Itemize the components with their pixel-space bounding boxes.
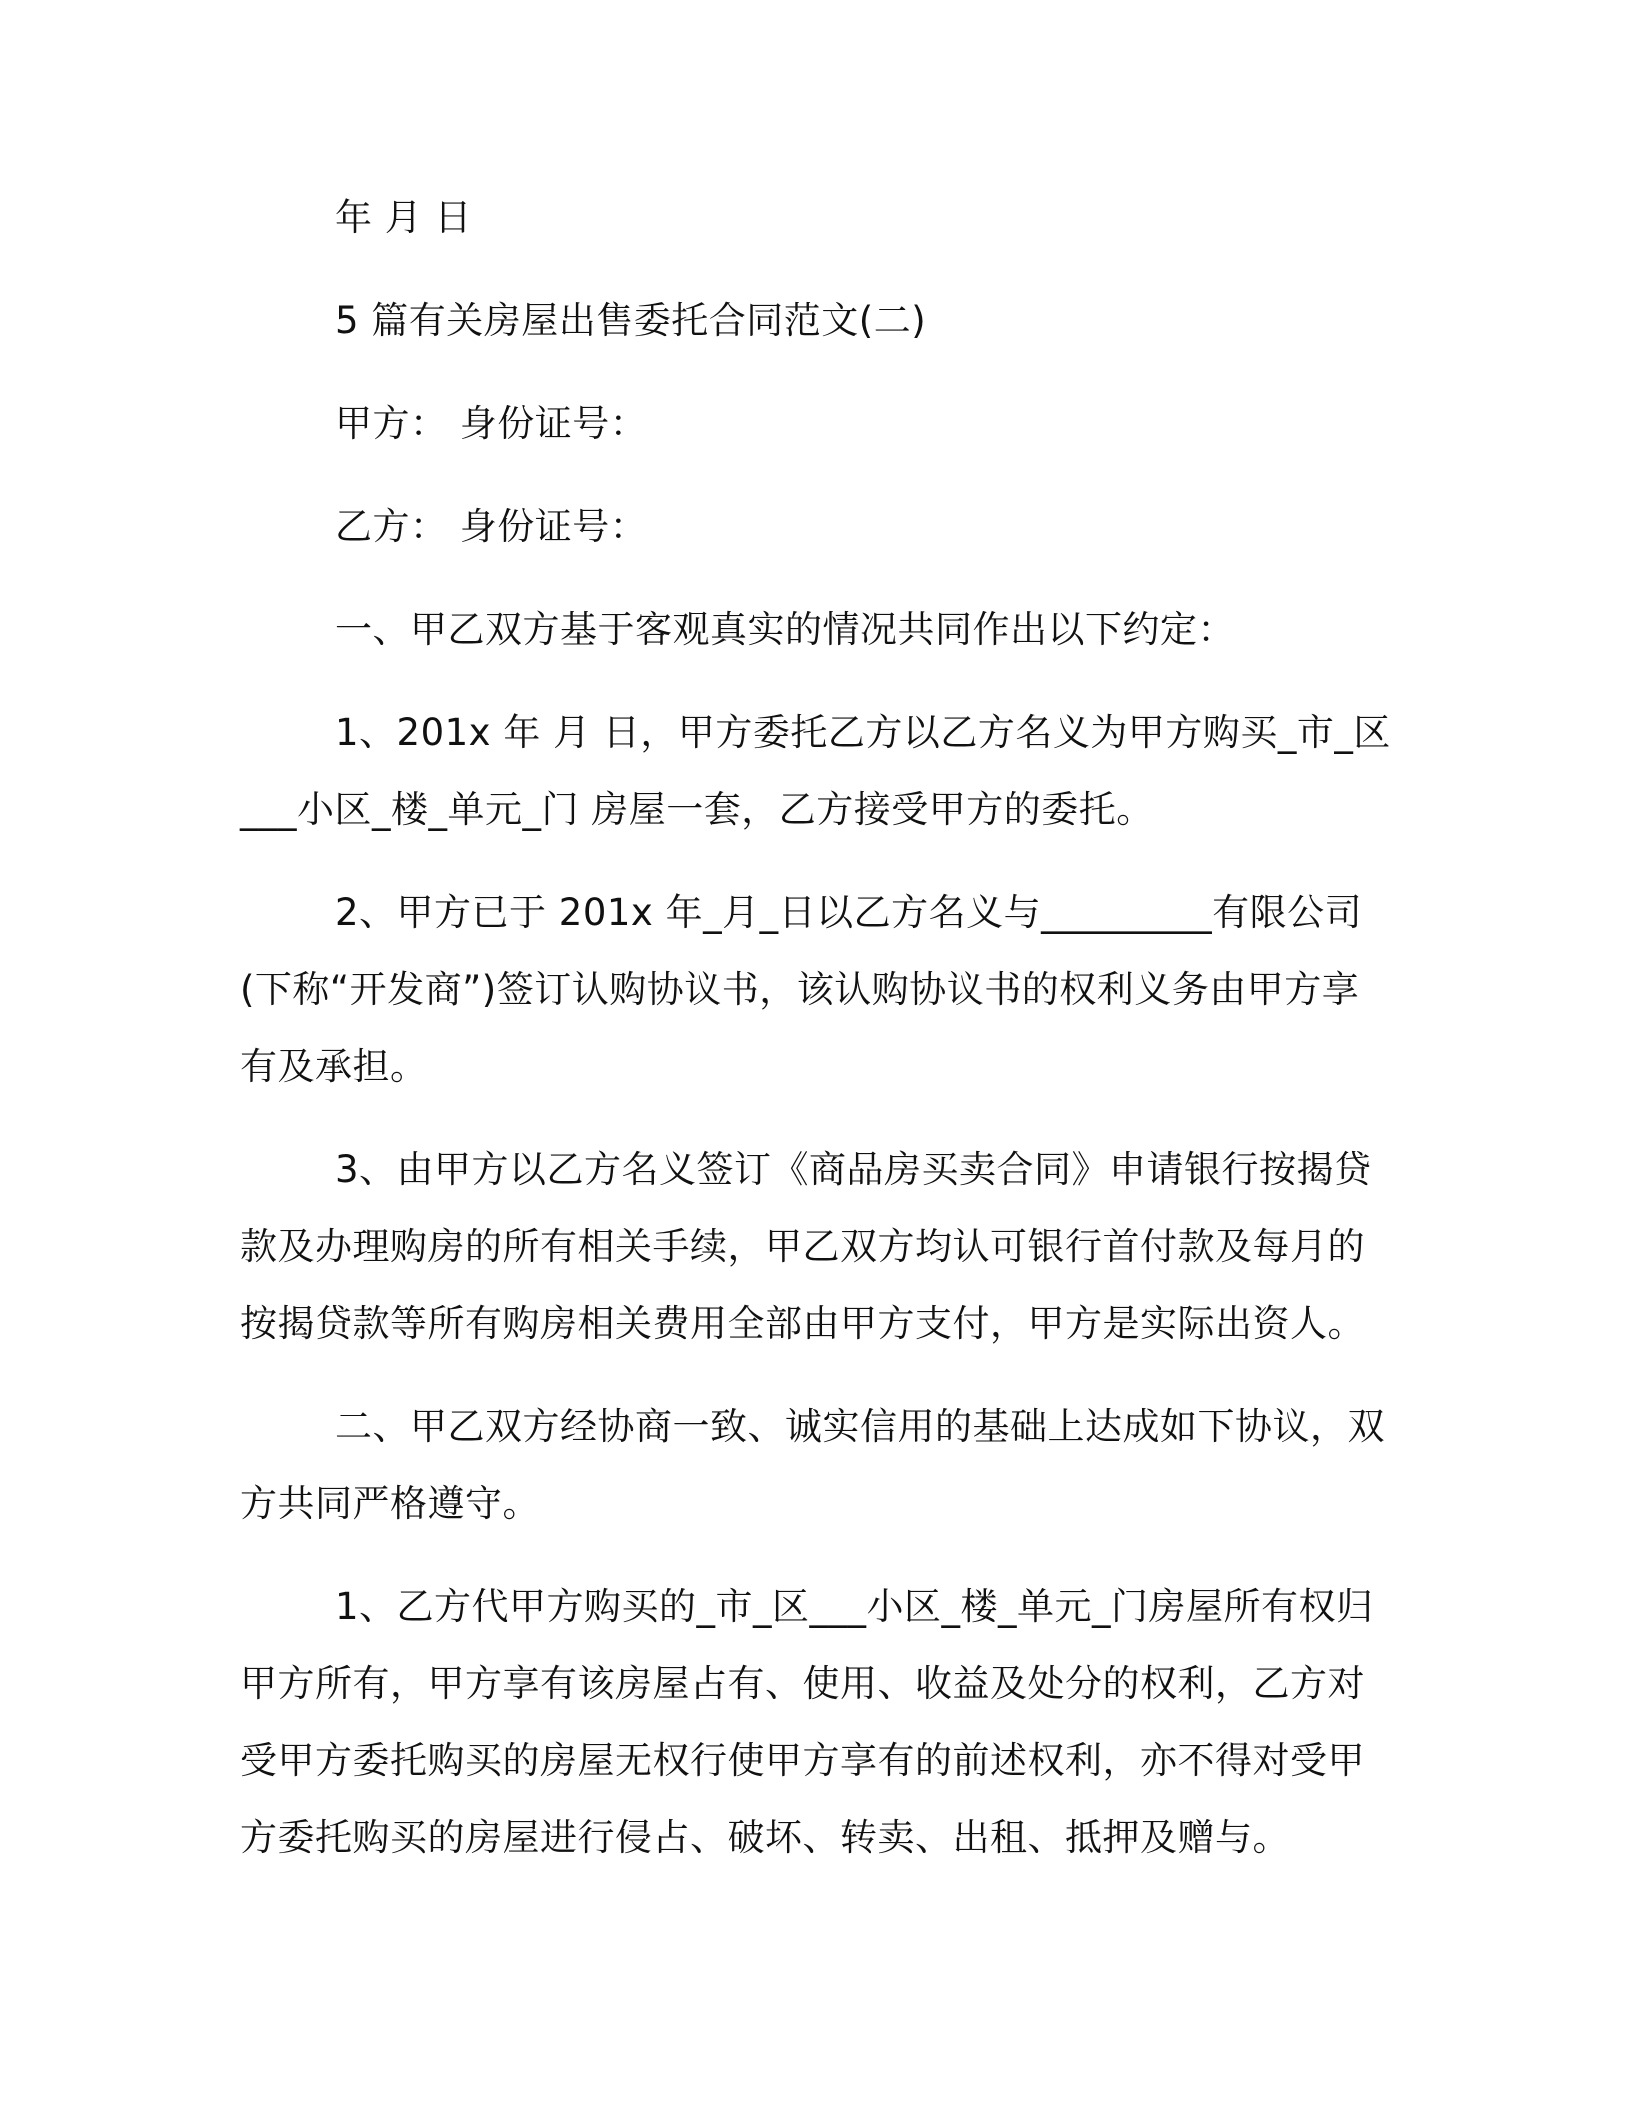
section-two-clause-1-line-4: 方委托购买的房屋进行侵占、破坏、转卖、出租、抵押及赠与。 xyxy=(240,1816,1290,1859)
section-two-clause-1-line-3: 受甲方委托购买的房屋无权行使甲方享有的前述权利，亦不得对受甲 xyxy=(240,1739,1365,1782)
section-one-heading: 一、甲乙双方基于客观真实的情况共同作出以下约定： xyxy=(335,608,1235,651)
clause-3-line-2: 款及办理购房的所有相关手续，甲乙双方均认可银行首付款及每月的 xyxy=(240,1225,1365,1268)
clause-2-line-3: 有及承担。 xyxy=(240,1045,428,1088)
section-two-clause-1-line-1: 1、乙方代甲方购买的_市_区___小区_楼_单元_门房屋所有权归 xyxy=(335,1585,1374,1628)
section-two-heading-line-2: 方共同严格遵守。 xyxy=(240,1482,540,1525)
party-a-line: 甲方： 身份证号： xyxy=(335,402,648,445)
document-title: 5 篇有关房屋出售委托合同范文(二) xyxy=(335,299,927,342)
section-two-heading-line-1: 二、甲乙双方经协商一致、诚实信用的基础上达成如下协议，双 xyxy=(335,1405,1385,1448)
clause-2-line-1: 2、甲方已于 201x 年_月_日以乙方名义与_________有限公司 xyxy=(335,891,1363,934)
clause-3-line-1: 3、由甲方以乙方名义签订《商品房买卖合同》申请银行按揭贷 xyxy=(335,1148,1372,1191)
section-two-clause-1-line-2: 甲方所有，甲方享有该房屋占有、使用、收益及处分的权利，乙方对 xyxy=(240,1662,1365,1705)
clause-1-line-1: 1、201x 年 月 日，甲方委托乙方以乙方名义为甲方购买_市_区 xyxy=(335,711,1391,754)
clause-1-line-2: ___小区_楼_单元_门 房屋一套，乙方接受甲方的委托。 xyxy=(240,788,1154,831)
date-line: 年 月 日 xyxy=(335,196,473,239)
clause-2-line-2: (下称“开发商”)签订认购协议书，该认购协议书的权利义务由甲方享 xyxy=(240,968,1360,1011)
clause-3-line-3: 按揭贷款等所有购房相关费用全部由甲方支付，甲方是实际出资人。 xyxy=(240,1302,1365,1345)
party-b-line: 乙方： 身份证号： xyxy=(335,505,648,548)
